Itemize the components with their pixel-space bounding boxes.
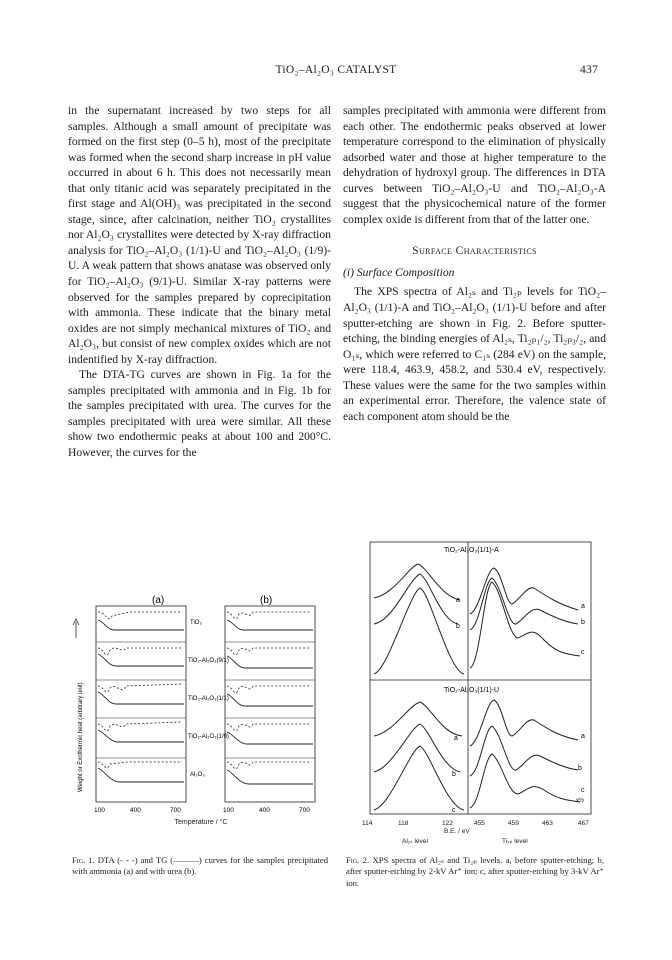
- x-tick-label: 118: [398, 820, 409, 827]
- x-tick-label: 400: [259, 807, 270, 814]
- figure-2-caption: [346, 855, 604, 889]
- dta-curves-panel-a: [98, 612, 182, 768]
- curve-label-b: b: [581, 619, 585, 626]
- subsection-heading: (i) Surface Composition: [343, 265, 455, 279]
- x-tick-label: 700: [170, 807, 181, 814]
- caption-text: DTA (- - -) and TG (———) curves for the samples precipitated with ammonia (a) and with urea (b).: [72, 855, 328, 877]
- sample-label: TiO₂-Al₂O₃(9/1): [188, 658, 229, 664]
- x-tick-label: 100: [223, 807, 234, 814]
- running-title: TiO₂–Al₂O₃ CATALYST: [275, 64, 397, 76]
- paragraph: The DTA-TG curves are shown in Fig. 1a for the samples precipitated with ammonia and in Fig. 1b for the samples precipitated with urea. The curves for the samples precipitated with urea were similar. All these show two endothermic peaks at about 100 and 200°C. However, the curves for the: [68, 368, 331, 460]
- fig2-x-axis: [362, 820, 602, 850]
- xps-spectra-top-ti: [470, 568, 580, 668]
- tg-curves-panel-a: [98, 620, 184, 782]
- curve-label-a: a: [456, 597, 460, 604]
- xps-spectra-top-al: [374, 564, 464, 674]
- panel-a-label: (a): [152, 595, 165, 606]
- figure-2-xps: [368, 540, 593, 820]
- paragraph: The XPS spectra of Al₂ₛ and Ti₂ₚ levels for TiO₂–Al₂O₃ (1/1)-A and TiO₂–Al₂O₃ (1/1)-U before and after sputter-etching are shown in Fig. 2. Before sputter-etching, the binding energies of Al₂ₛ, Ti₂ₚ₁/₂, Ti₂ₚ₃/₂, and O₁ₛ, which were referred to C₁ₛ (284 eV) on the sample, were 118.4, 463.9, 458.2, and 530.4 eV, respectively. These values were the same for the two samples within an experimental error. Therefore, the valence state of each component atom should be the: [343, 285, 606, 423]
- curve-label-a: a: [454, 735, 458, 742]
- curve-label-c: c: [452, 807, 456, 814]
- page-number: 437: [580, 64, 599, 76]
- xps-spectra-bottom-al: [374, 702, 464, 810]
- xps-spectra-bottom-ti: [470, 700, 580, 808]
- y-axis-label: Weight or Exothermic heat (arbitrary unit): [78, 682, 84, 792]
- curve-label-b: b: [452, 771, 456, 778]
- x-tick-label: 467: [578, 820, 589, 827]
- paragraph: samples precipitated with ammonia were different from each other. The endothermic peaks observed at lower temperature correspond to the elimination of physically adsorbed water and those at higher temperature to the dehydration of hydroxyl group. The differences in DTA curves between TiO₂–Al₂O₃-U and TiO₂–Al₂O₃-A suggest that the physicochemical nature of the former complex oxide is different from that of the latter one.: [343, 104, 606, 226]
- caption-label: Fig. 1.: [72, 855, 95, 865]
- x-tick-label: 122: [442, 820, 453, 827]
- caption-text: XPS spectra of Al₂ₛ and Ti₂ₚ levels. a, before sputter-etching; b, after sputter-etching by 2-kV Ar⁺ ion; c, after sputter-etching by 3-kV Ar⁺ ion.: [346, 855, 604, 888]
- paragraph: in the supernatant increased by two steps for all samples. Although a small amount of precipitate was formed on the first step (0–5 h), most of the precipitate was formed when the second sharp increase in pH value occurred in about 6 h. This does not necessarily mean that only titanic acid was separately precipitated in the first stage and Al(OH)₃ was precipitated in the second stage, since, after calcination, neither TiO₂ crystallites nor Al₂O₃ crystallites were detected by X-ray diffraction analysis for TiO₂–Al₂O₃ (1/1)-U and TiO₂–Al₂O₃ (1/9)-U. A weak pattern that shows anatase was observed only for TiO₂–Al₂O₃ (9/1)-U. Similar X-ray patterns were observed for the samples prepared by coprecipitation with ammonia. These indicate that the binary metal oxides are not simply mechanical mixtures of TiO₂ and Al₂O₃, but consist of new complex oxides which are not indentified by X-ray diffraction.: [68, 104, 331, 366]
- top-panel-title: TiO₂-Al₂O₃(1/1)-A: [444, 547, 499, 554]
- sample-label: TiO₂: [190, 620, 202, 626]
- curve-label-c: c: [581, 649, 585, 656]
- fig2-frame: [370, 542, 591, 814]
- sample-label: Al₂O₃: [190, 772, 205, 778]
- curve-label-a: a: [581, 733, 585, 740]
- dta-curves-panel-b: [227, 612, 311, 769]
- x-tick-label: 114: [362, 820, 373, 827]
- x-tick-label: 459: [508, 820, 519, 827]
- caption-label: Fig. 2.: [346, 855, 370, 865]
- curve-label-b: b: [578, 765, 582, 772]
- curve-label-c: c: [581, 787, 585, 794]
- x-tick-label: 463: [542, 820, 553, 827]
- x-tick-label: 400: [130, 807, 141, 814]
- figure-1-dta-tg: [70, 592, 332, 817]
- sample-label: TiO₂-Al₂O₃(1/1): [188, 696, 229, 702]
- bottom-panel-title: TiO₂-Al₂O₃(1/1)-U: [444, 687, 500, 694]
- tg-curves-panel-b: [227, 620, 313, 784]
- panel-b-frame: [225, 606, 315, 802]
- curve-label-a: a: [581, 603, 585, 610]
- al-level-label: Al₂ₛ level: [402, 838, 428, 845]
- ti-level-label: Ti₂ₚ level: [502, 838, 528, 845]
- scale-label: x½: [576, 798, 585, 804]
- x-tick-label: 700: [299, 807, 310, 814]
- right-column: [343, 103, 606, 424]
- fig1-x-axis-label: Temperature / °C: [174, 819, 228, 826]
- curve-label-b: b: [456, 623, 460, 630]
- figure-1-caption: [72, 855, 328, 878]
- x-axis-label: B.E. / eV: [444, 828, 470, 835]
- panel-b-label: (b): [260, 595, 273, 606]
- x-tick-label: 455: [474, 820, 485, 827]
- section-heading: Surface Characteristics: [412, 244, 537, 258]
- left-column: [68, 103, 331, 461]
- x-tick-label: 100: [94, 807, 105, 814]
- sample-label: TiO₂-Al₂O₃(1/9): [188, 734, 229, 740]
